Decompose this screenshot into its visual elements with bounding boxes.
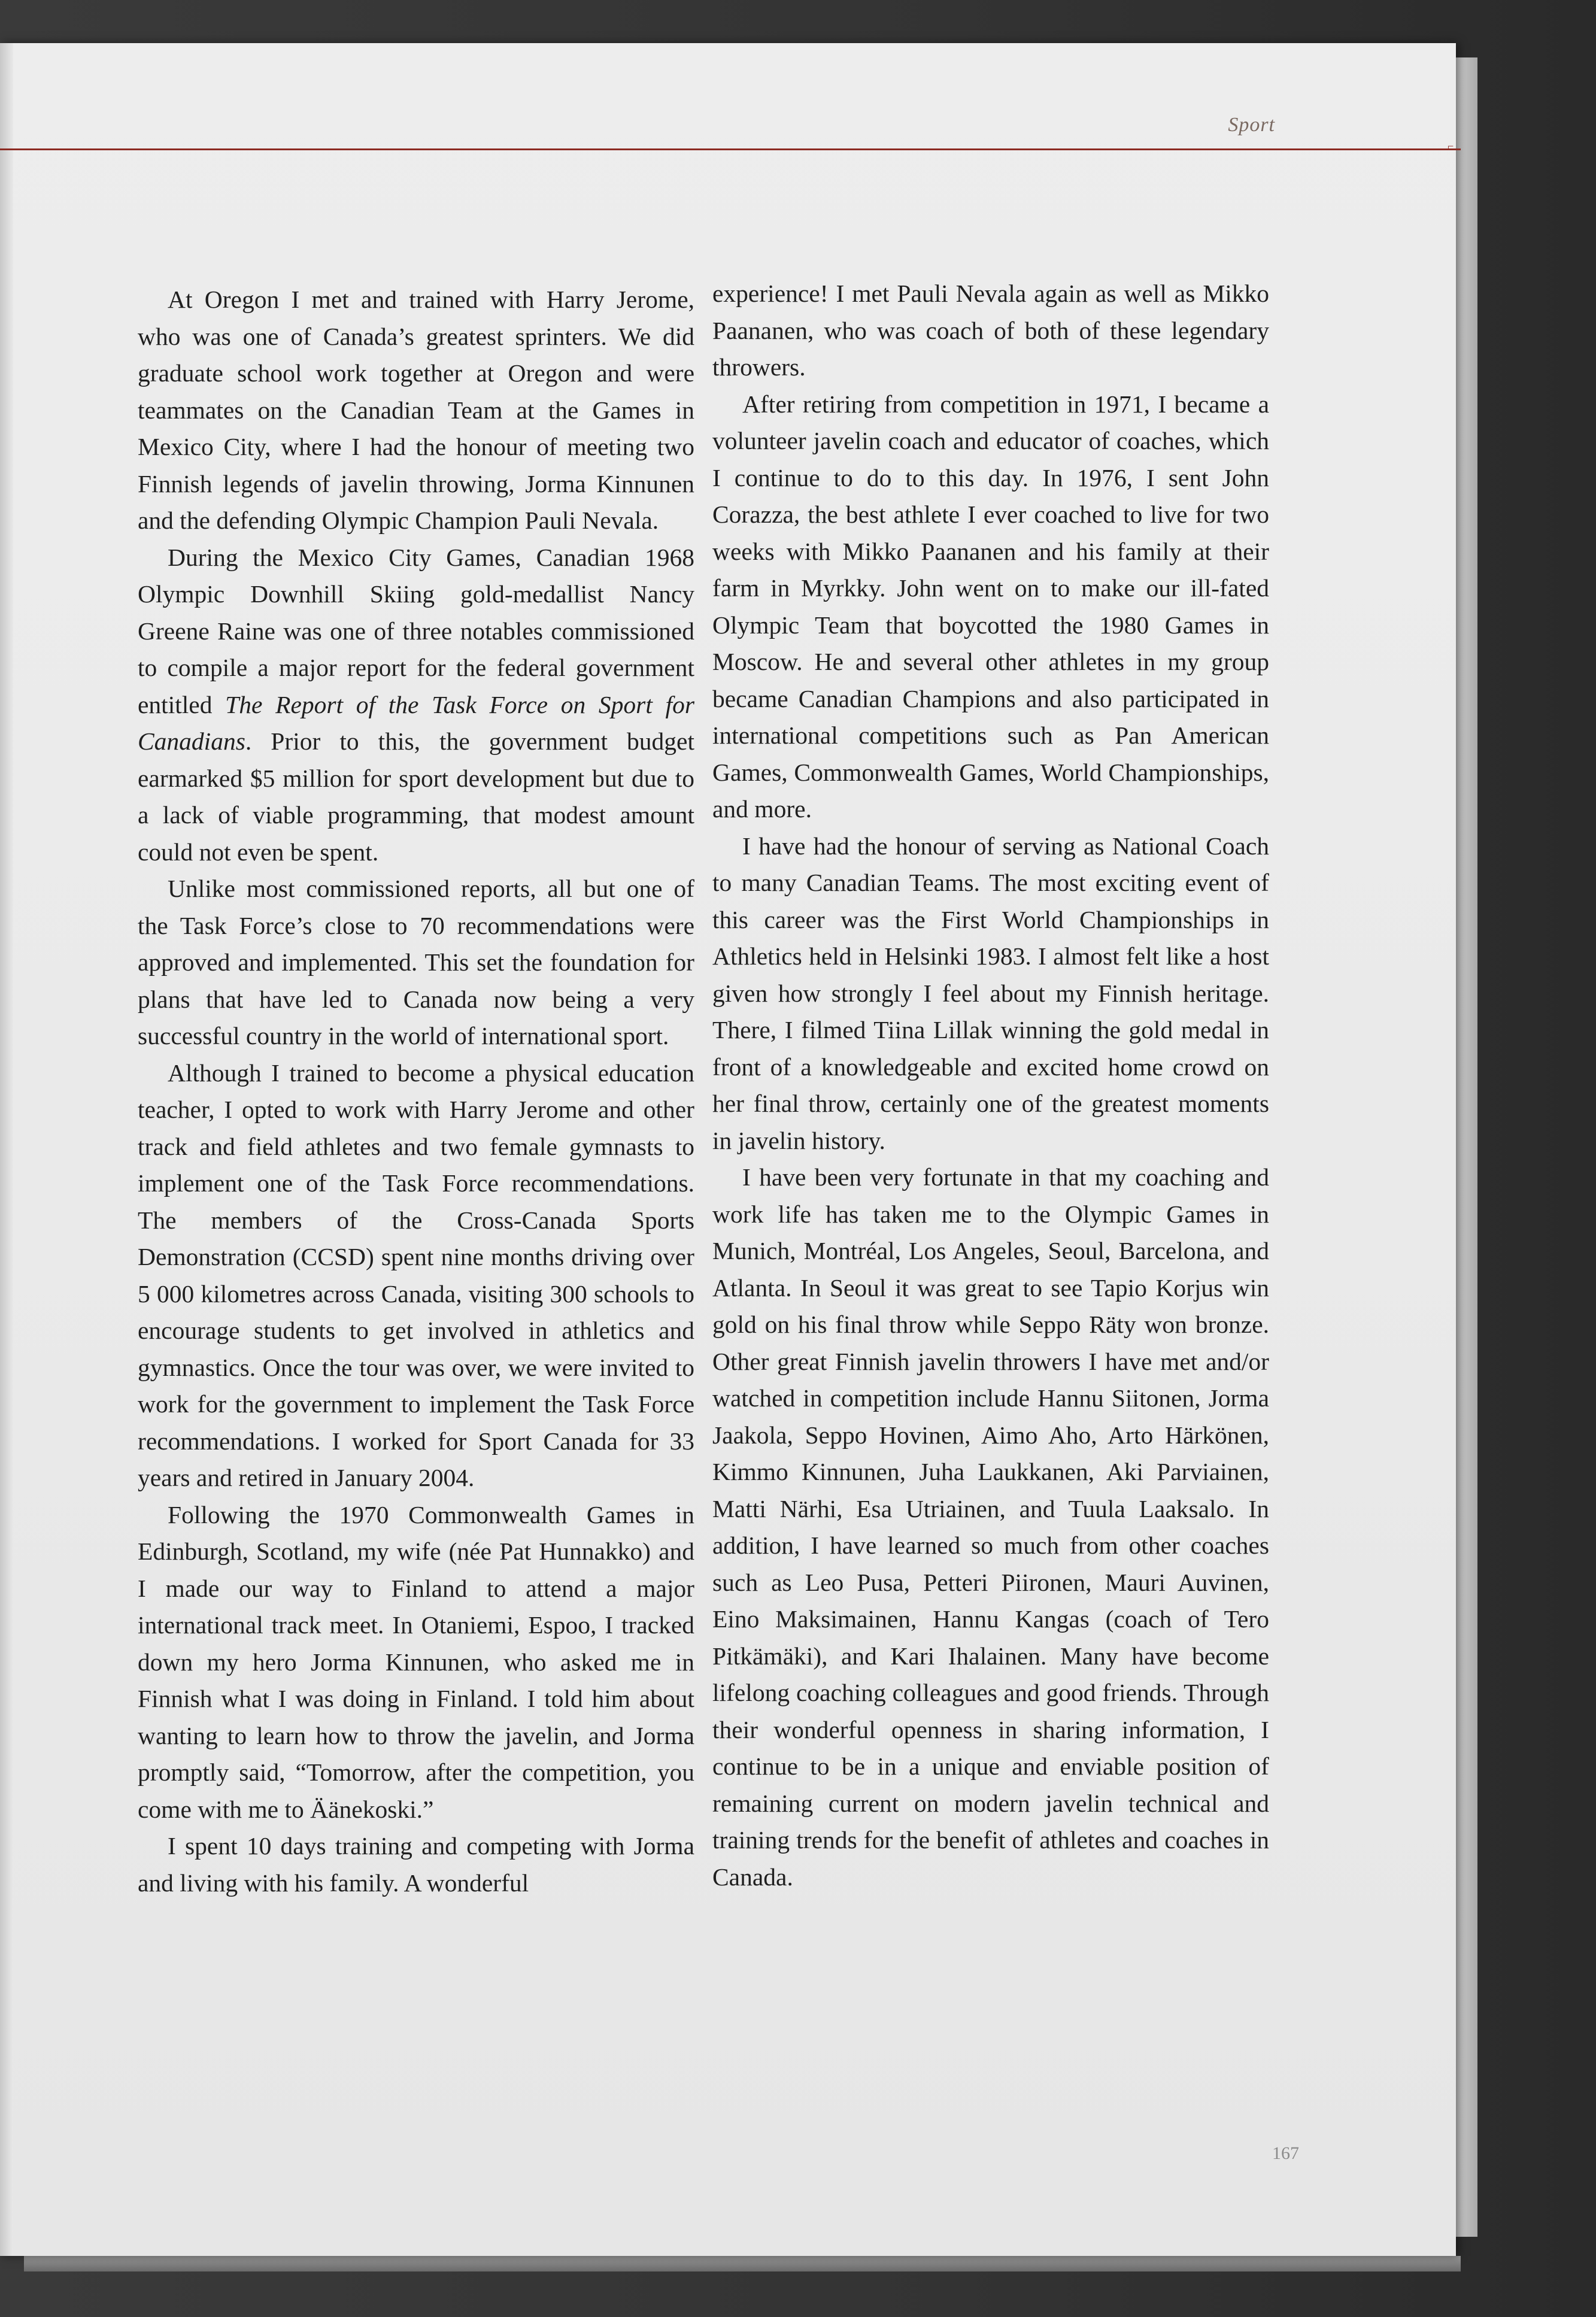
paragraph-text: During the Mexico City Games, Canadian 1968 Olympic Downhill Skiing gold-medallist Nancy Greene Raine was one of three notables commissioned to compile a major report for the federal government entitled xyxy=(138,543,694,718)
paragraph xyxy=(138,539,694,871)
paragraph: I spent 10 days training and competing with Jorma and living with his family. A wonderful xyxy=(138,1832,694,1897)
paragraph-continued: experience! I met Pauli Nevala again as well as Mikko Paananen, who was coach of both of these legendary throwers. xyxy=(712,280,1269,381)
paragraph-text: . Prior to this, the government budget earmarked $5 million for sport development but due to a lack of viable programming, that modest amount could not even be spent. xyxy=(138,727,694,866)
paragraph: After retiring from competition in 1971, I became a volunteer javelin coach and educator of coaches, which I continue to do to this day. In 1976, I sent John Corazza, the best athlete I ever coached to live for two weeks with Mikko Paananen and his family at their farm in Myrkky. John went on to make our ill-fated Olympic Team that boycotted the 1980 Games in Moscow. He and several other athletes in my group became Canadian Champions and also participated in international competitions such as Pan American Games, Commonwealth Games, World Championships, and more. xyxy=(712,390,1269,823)
paragraph: Although I trained to become a physical education teacher, I opted to work with Harry Jerome and other track and field athletes and two female gymnasts to implement one of the Task Force recommendations. The members of the Cross-Canada Sports Demonstration (CCSD) spent nine months driving over 5 000 kilometres across Canada, visiting 300 schools to encourage students to get involved in athletics and gymnastics. Once the tour was over, we were invited to work for the government to implement the Task Force recommendations. I worked for Sport Canada for 33 years and retired in January 2004. xyxy=(138,1059,694,1491)
page-number: 167 xyxy=(1272,2143,1299,2163)
book-spine-shadow xyxy=(0,43,13,2256)
running-head: Sport xyxy=(1228,114,1275,136)
paragraph: I have been very fortunate in that my coaching and work life has taken me to the Olympic Games in Munich, Montréal, Los Angeles, Seoul, Barcelona, and Atlanta. In Seoul it was great to see Tapio Korjus win gold on his final throw while Seppo Räty won bronze. Other great Finnish javelin throwers I have met and/or watched in competition include Hannu Siitonen, Jorma Jaakola, Seppo Hovinen, Aimo Aho, Arto Härkönen, Kimmo Kinnunen, Juha Laukkanen, Aki Parviainen, Matti Närhi, Esa Utriainen, and Tuula Laaksalo. In addition, I have learned so much from other coaches such as Leo Pusa, Petteri Piironen, Mauri Auvinen, Eino Maksimainen, Hannu Kangas (coach of Tero Pitkämäki), and Kari Ihalainen. Many have become lifelong coaching colleagues and good friends. Through their wonderful openness in sharing information, I continue to be in a unique and enviable position of remaining current on modern javelin technical and training trends for the benefit of athletes and coaches in Canada. xyxy=(712,1163,1269,1891)
paragraph: At Oregon I met and trained with Harry Jerome, who was one of Canada’s greatest sprinters. We did graduate school work together at Oregon and were teammates on the Canadian Team at the Games in Mexico City, where I had the honour of meeting two Finnish legends of javelin throwing, Jorma Kinnunen and the defending Olympic Champion Pauli Nevala. xyxy=(138,286,694,534)
paragraph: Unlike most commissioned reports, all but one of the Task Force’s close to 70 recommendations were approved and implemented. This set the foundation for plans that have led to Canada now being a very successful country in the world of international sport. xyxy=(138,875,694,1050)
right-column xyxy=(712,275,1269,1896)
header-rule xyxy=(0,148,1461,150)
rule-end-mark: ⌐ xyxy=(1448,140,1454,152)
paragraph: I have had the honour of serving as National Coach to many Canadian Teams. The most exciting event of this career was the First World Championships in Athletics held in Helsinki 1983. I almost felt like a host given how strongly I feel about my Finnish heritage. There, I filmed Tiina Lillak winning the gold medal in front of a knowledgeable and excited home crowd on her final throw, certainly one of the greatest moments in javelin history. xyxy=(712,832,1269,1154)
page-stack-edge xyxy=(1456,57,1477,2237)
left-column xyxy=(138,281,694,1901)
page-bottom-edge xyxy=(24,2256,1461,2271)
article-body xyxy=(138,281,1311,2054)
paragraph: Following the 1970 Commonwealth Games in Edinburgh, Scotland, my wife (née Pat Hunnakko) and I made our way to Finland to attend a major international track meet. In Otaniemi, Espoo, I tracked down my hero Jorma Kinnunen, who asked me in Finnish what I was doing in Finland. I told him about wanting to learn how to throw the javelin, and Jorma promptly said, “Tomorrow, after the competition, you come with me to Äänekoski.” xyxy=(138,1500,694,1823)
report-title: The Report of the Task Force on Sport for Canadians xyxy=(138,690,694,755)
